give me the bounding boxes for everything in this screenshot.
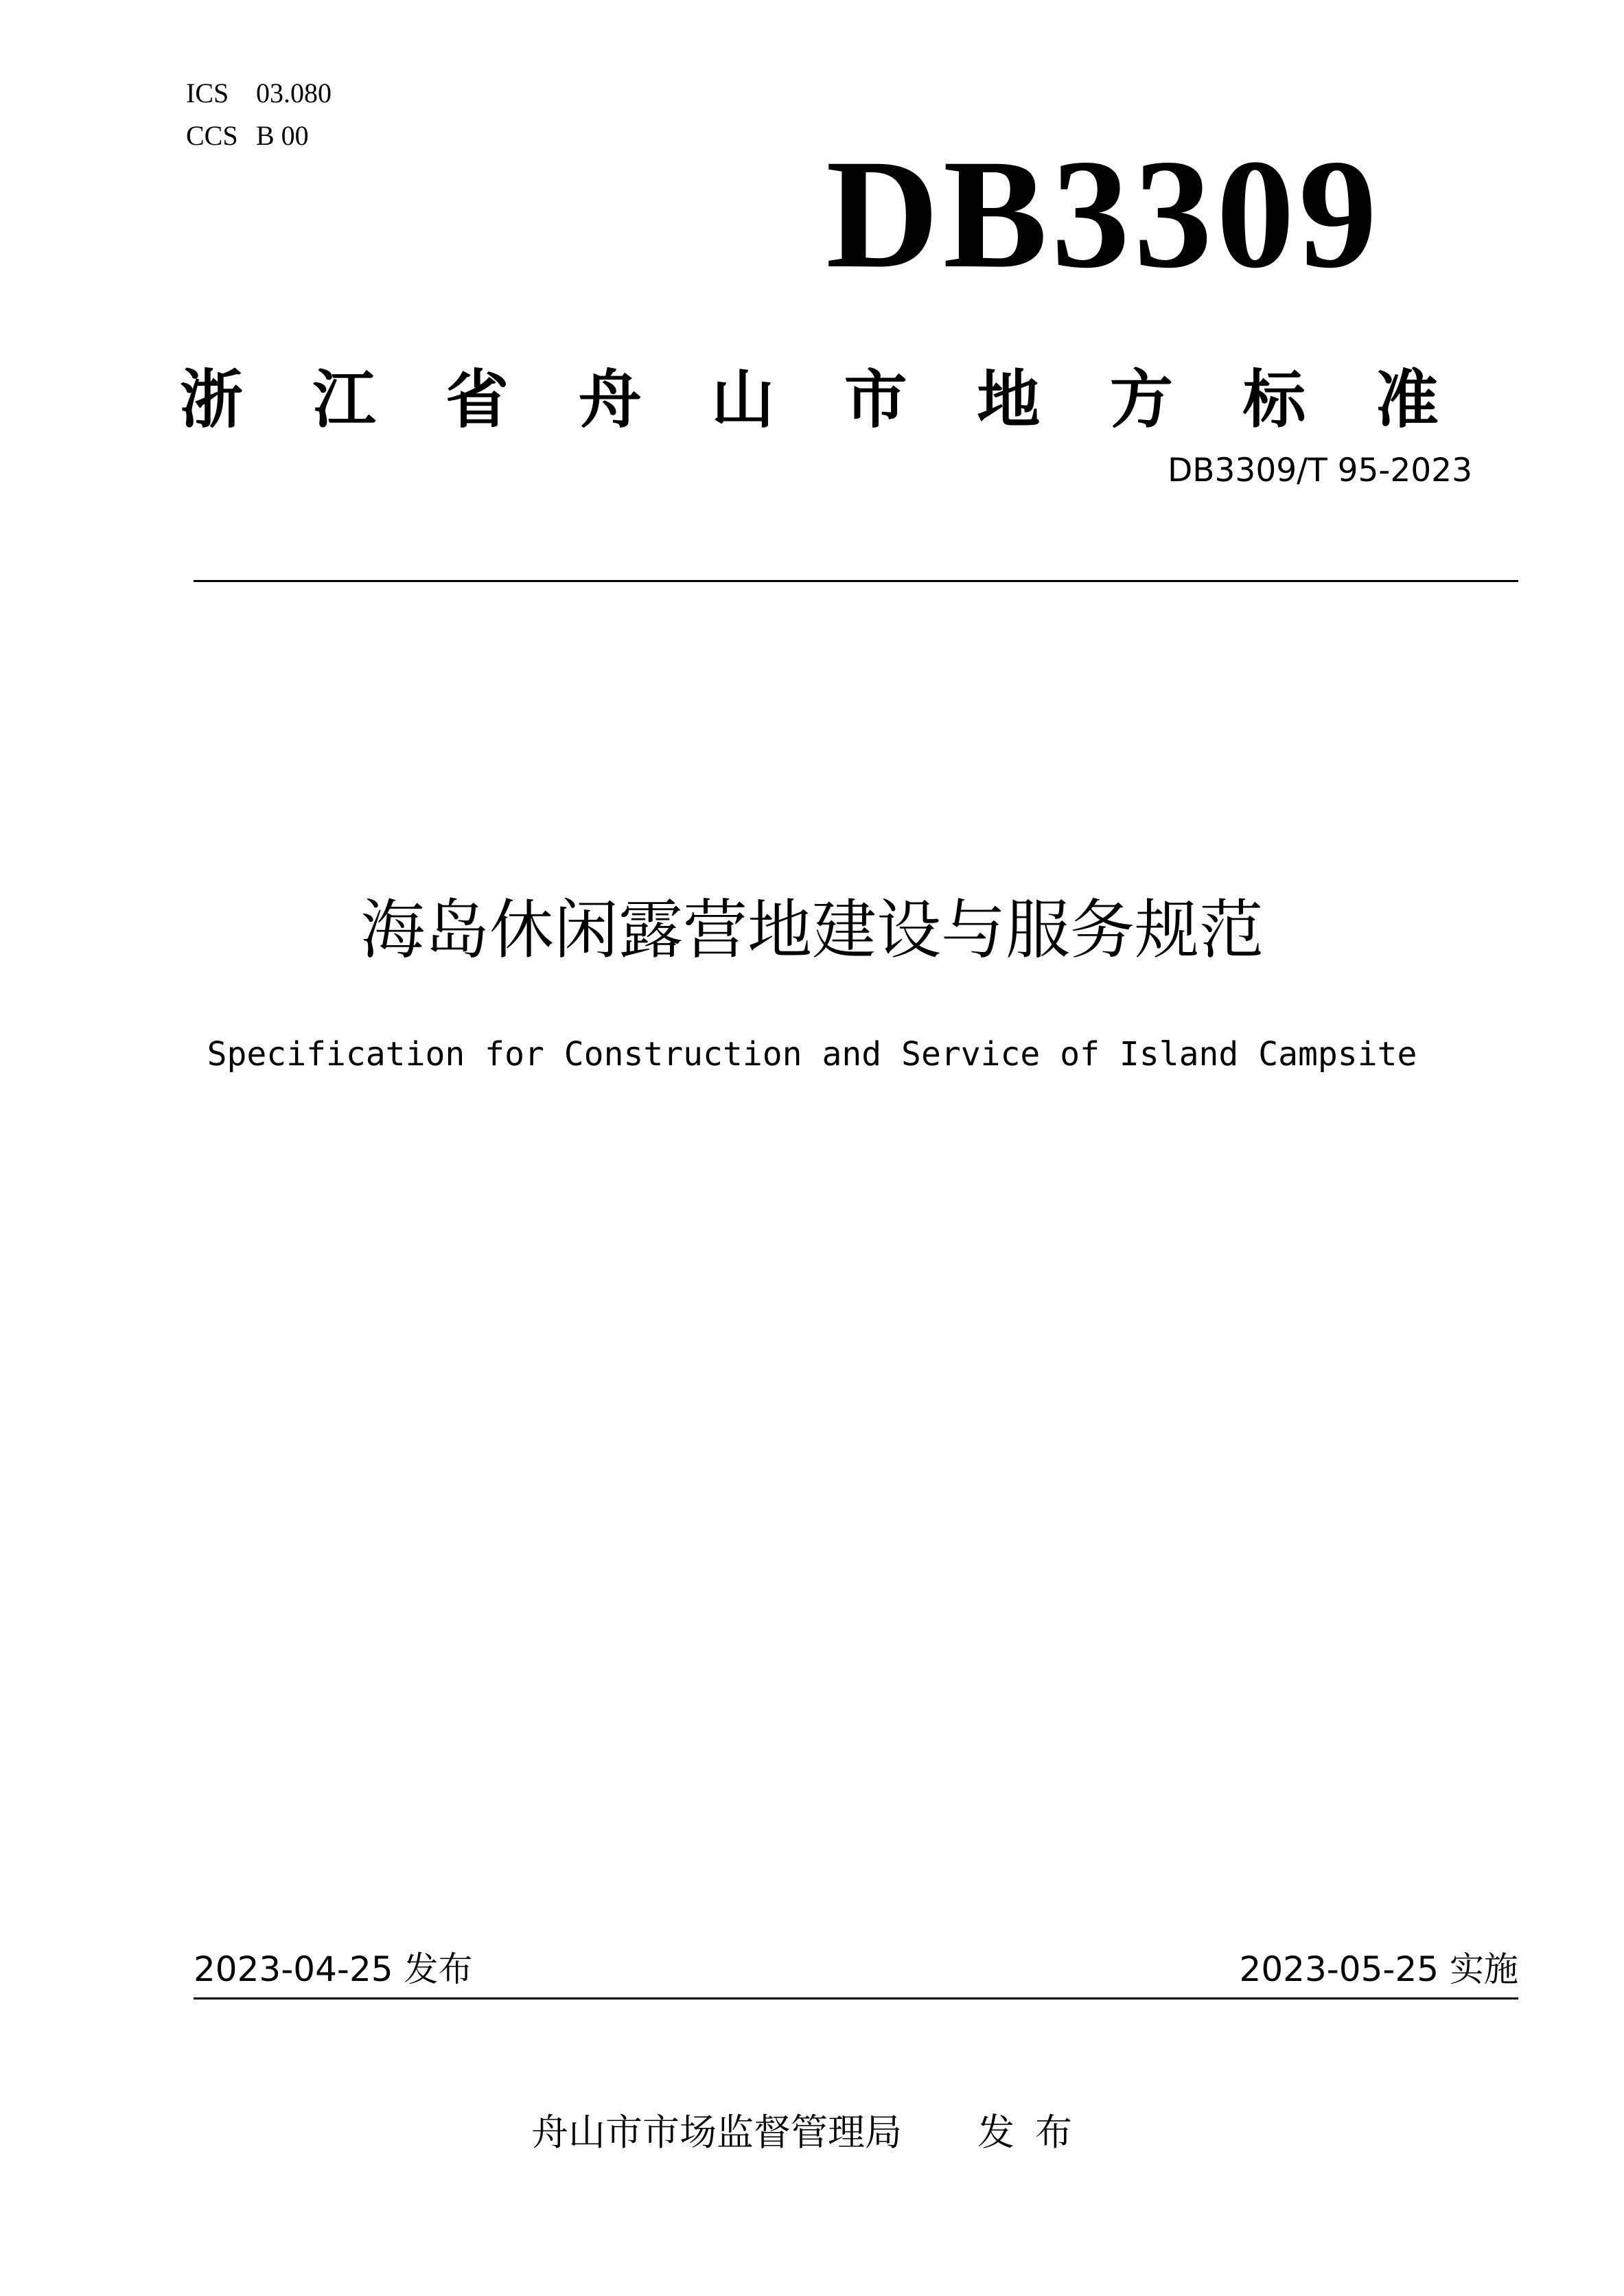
publisher-line	[0, 2110, 1624, 2155]
standard-type-heading: 浙江省舟山市地方标准	[180, 363, 1439, 437]
footer-divider	[194, 1997, 1518, 1999]
document-title-zh: 海岛休闲露营地建设与服务规范	[360, 893, 1264, 968]
ccs-code	[186, 119, 309, 152]
ics-value: 03.080	[256, 78, 332, 108]
publisher-action: 发布	[977, 2111, 1093, 2154]
ccs-value: B 00	[256, 120, 309, 151]
ccs-label: CCS	[186, 120, 238, 151]
standard-number: DB3309/T 95-2023	[1168, 452, 1472, 489]
publisher-org: 舟山市市场监督管理局	[531, 2111, 902, 2154]
standard-code-mark: DB3309	[826, 128, 1381, 301]
document-title-en: Specification for Construction and Service of Island Campsite	[207, 1035, 1417, 1074]
issue-date: 2023-04-25 发布	[194, 1949, 473, 1989]
implementation-date: 2023-05-25 实施	[1239, 1949, 1518, 1989]
header-divider	[194, 580, 1518, 582]
ics-code	[186, 77, 332, 110]
ics-label: ICS	[186, 78, 229, 108]
